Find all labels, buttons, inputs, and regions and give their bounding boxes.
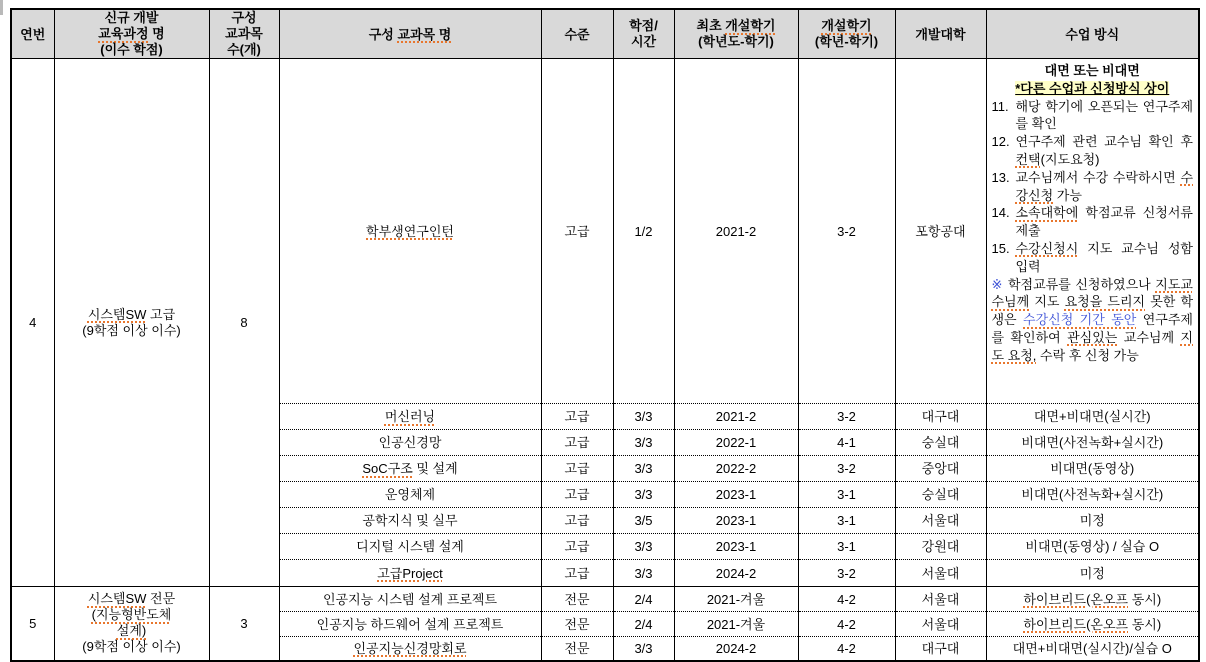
- section-seq-cell: [11, 587, 54, 661]
- notes-remark: ※ 학점교류를 신청하였으나 지도교수님께 지도 요청을 드리지 못한 학생은 수강신청 기간 동안 연구주제를 확인하여 관심있는 교수님께 지도 요청, 수락 후 신청 가능: [991, 276, 1193, 363]
- remark-marker: ※: [991, 276, 1004, 292]
- course-level-cell: 고급: [541, 456, 613, 482]
- course-method-cell: 하이브리드(온오프 동시): [986, 587, 1199, 612]
- header-curriculum-line2: 교육과정 명: [98, 26, 165, 41]
- course-method-cell: 대면+비대면(실시간): [986, 404, 1199, 430]
- course-count: 8: [240, 315, 248, 330]
- course-level-cell: 전문: [541, 612, 613, 637]
- course-semester-cell: 3-1: [798, 534, 895, 560]
- course-credit-cell: 3/5: [613, 508, 674, 534]
- course-credit-cell: 3/3: [613, 482, 674, 508]
- course-first-semester-cell: 2024-2: [674, 560, 798, 587]
- course-first-semester-cell: 2022-1: [674, 430, 798, 456]
- course-university-cell: 대구대: [895, 404, 986, 430]
- course-credit-cell: 2/4: [613, 612, 674, 637]
- notes-warning: *다른 수업과 신청방식 상이: [1015, 80, 1170, 96]
- course-first-semester-cell: 2021-2: [674, 404, 798, 430]
- course-first-semester-cell: 2024-2: [674, 637, 798, 661]
- header-cell-course-name: 구성 교과목 명: [279, 9, 541, 59]
- course-level-cell: 고급: [541, 404, 613, 430]
- course-credit-cell: 3/3: [613, 456, 674, 482]
- section-number: 5: [29, 615, 37, 631]
- header-first-sem-line1: 최초 개설학기: [696, 18, 776, 33]
- header-seq-label: 연번: [20, 26, 46, 42]
- course-level-cell: 고급: [541, 560, 613, 587]
- course-name-cell: 학부생연구인턴: [279, 59, 541, 404]
- course-semester-cell: 3-2: [798, 404, 895, 430]
- course-university-cell: 숭실대: [895, 430, 986, 456]
- course-university-cell: 서울대: [895, 612, 986, 637]
- header-cell-level: 수준: [541, 9, 613, 59]
- section-count-cell: [209, 59, 279, 587]
- course-method-cell: 미정: [986, 560, 1199, 587]
- section-curriculum-cell: [54, 59, 209, 587]
- course-name-cell: 인공신경망: [279, 430, 541, 456]
- course-first-semester-cell: 2023-1: [674, 482, 798, 508]
- course-university-cell: 포항공대: [895, 59, 986, 404]
- course-method-cell: 미정: [986, 508, 1199, 534]
- header-cell-seq: [11, 9, 54, 59]
- course-credit-cell: 1/2: [613, 59, 674, 404]
- course-table: [10, 8, 1200, 662]
- course-name-cell: 머신러닝: [279, 404, 541, 430]
- section-seq-cell: [11, 59, 54, 587]
- course-count: 3: [240, 615, 248, 631]
- course-method-notes-cell: [986, 59, 1199, 404]
- course-level-cell: 고급: [541, 482, 613, 508]
- course-level-cell: 고급: [541, 59, 613, 404]
- course-level-cell: 고급: [541, 430, 613, 456]
- screen-edge-artifact: [0, 0, 3, 15]
- course-method-cell: 비대면(사전녹화+실시간): [986, 430, 1199, 456]
- course-method-cell: 하이브리드(온오프 동시): [986, 612, 1199, 637]
- curriculum-name-line4: (9학점 이상 이수): [82, 639, 181, 655]
- course-university-cell: 서울대: [895, 560, 986, 587]
- course-semester-cell: 4-2: [798, 587, 895, 612]
- course-semester-cell: 4-2: [798, 612, 895, 637]
- curriculum-name-line1: 시스템SW 고급: [87, 306, 176, 322]
- course-first-semester-cell: 2023-1: [674, 508, 798, 534]
- notes-warning-line: [992, 80, 1194, 98]
- course-method-cell: 비대면(동영상) / 실습 O: [986, 534, 1199, 560]
- course-semester-cell: 4-2: [798, 637, 895, 661]
- course-semester-cell: 3-2: [798, 59, 895, 404]
- note-item: 11. 해당 학기에 오픈되는 연구주제를 확인: [991, 98, 1193, 132]
- header-row: [11, 9, 1199, 59]
- note-item: 13. 교수님께서 수강 수락하시면 수강신청 가능: [991, 169, 1193, 203]
- header-sem-line1: 개설학기: [821, 18, 872, 33]
- course-name-cell: 디지털 시스템 설계: [279, 534, 541, 560]
- course-semester-cell: 3-2: [798, 456, 895, 482]
- notes-title: 대면 또는 비대면: [1044, 63, 1140, 78]
- course-university-cell: 숭실대: [895, 482, 986, 508]
- course-semester-cell: 4-1: [798, 430, 895, 456]
- note-item: 12. 연구주제 관련 교수님 확인 후 컨택(지도요청): [991, 134, 1193, 167]
- header-cell-semester: 개설학기 (학년-학기): [798, 9, 895, 59]
- course-name-cell: 공학지식 및 실무: [279, 508, 541, 534]
- course-first-semester-cell: 2023-1: [674, 534, 798, 560]
- header-cell-course-count: 구성 교과목 수(개): [209, 9, 279, 59]
- course-university-cell: 서울대: [895, 508, 986, 534]
- course-university-cell: 대구대: [895, 637, 986, 661]
- course-credit-cell: 3/3: [613, 560, 674, 587]
- remark-blue-phrase: 수강신청 기간 동안: [1023, 312, 1137, 328]
- note-item: 14. 소속대학에 학점교류 신청서류 제출: [991, 205, 1193, 239]
- curriculum-name-line2: (9학점 이상 이수): [82, 322, 181, 338]
- header-cell-curriculum: [54, 9, 209, 59]
- course-level-cell: 전문: [541, 587, 613, 612]
- course-credit-cell: 3/3: [613, 430, 674, 456]
- course-name-cell: 고급Project: [279, 560, 541, 587]
- course-name-cell: 인공지능 하드웨어 설계 프로젝트: [279, 612, 541, 637]
- course-name-cell: 인공지능 시스템 설계 프로젝트: [279, 587, 541, 612]
- section-count-cell: [209, 587, 279, 661]
- course-first-semester-cell: 2021-2: [674, 59, 798, 404]
- curriculum-name-line1: 시스템SW 전문: [87, 591, 176, 607]
- course-level-cell: 고급: [541, 508, 613, 534]
- course-method-cell: 비대면(사전녹화+실시간): [986, 482, 1199, 508]
- course-method-cell: 비대면(동영상): [986, 456, 1199, 482]
- course-university-cell: 강원대: [895, 534, 986, 560]
- course-semester-cell: 3-1: [798, 508, 895, 534]
- course-method-cell: 대면+비대면(실시간)/실습 O: [986, 637, 1199, 661]
- course-first-semester-cell: 2022-2: [674, 456, 798, 482]
- section-curriculum-cell: [54, 587, 209, 661]
- course-credit-cell: 3/3: [613, 404, 674, 430]
- header-cell-university: 개발대학: [895, 9, 986, 59]
- course-semester-cell: 3-1: [798, 482, 895, 508]
- course-name-cell: 인공지능신경망회로: [279, 637, 541, 661]
- course-level-cell: 전문: [541, 637, 613, 661]
- course-first-semester-cell: 2021-겨울: [674, 587, 798, 612]
- course-level-cell: 고급: [541, 534, 613, 560]
- course-row: [11, 587, 1199, 612]
- course-university-cell: 서울대: [895, 587, 986, 612]
- course-first-semester-cell: 2021-겨울: [674, 612, 798, 637]
- course-name-cell: 운영체제: [279, 482, 541, 508]
- header-curriculum-line1: 신규 개발: [104, 10, 159, 25]
- course-university-cell: 중앙대: [895, 456, 986, 482]
- course-name-cell: SoC구조 및 설계: [279, 456, 541, 482]
- course-credit-cell: 3/3: [613, 637, 674, 661]
- course-row: [11, 59, 1199, 404]
- header-cell-method: 수업 방식: [986, 9, 1199, 59]
- curriculum-name-line2: (지능형반도체: [91, 607, 172, 623]
- header-cell-credit: 학점/ 시간: [613, 9, 674, 59]
- header-cell-first-semester: 최초 개설학기 (학년도-학기): [674, 9, 798, 59]
- curriculum-name-line3: 설계): [116, 623, 147, 639]
- method-notes: [989, 61, 1197, 401]
- course-credit-cell: 2/4: [613, 587, 674, 612]
- course-semester-cell: 3-2: [798, 560, 895, 587]
- course-credit-cell: 3/3: [613, 534, 674, 560]
- note-item: 15. 수강신청시 지도 교수님 성함 입력: [991, 240, 1193, 274]
- section-number: 4: [29, 315, 37, 330]
- header-curriculum-line3: (이수 학점): [100, 42, 163, 57]
